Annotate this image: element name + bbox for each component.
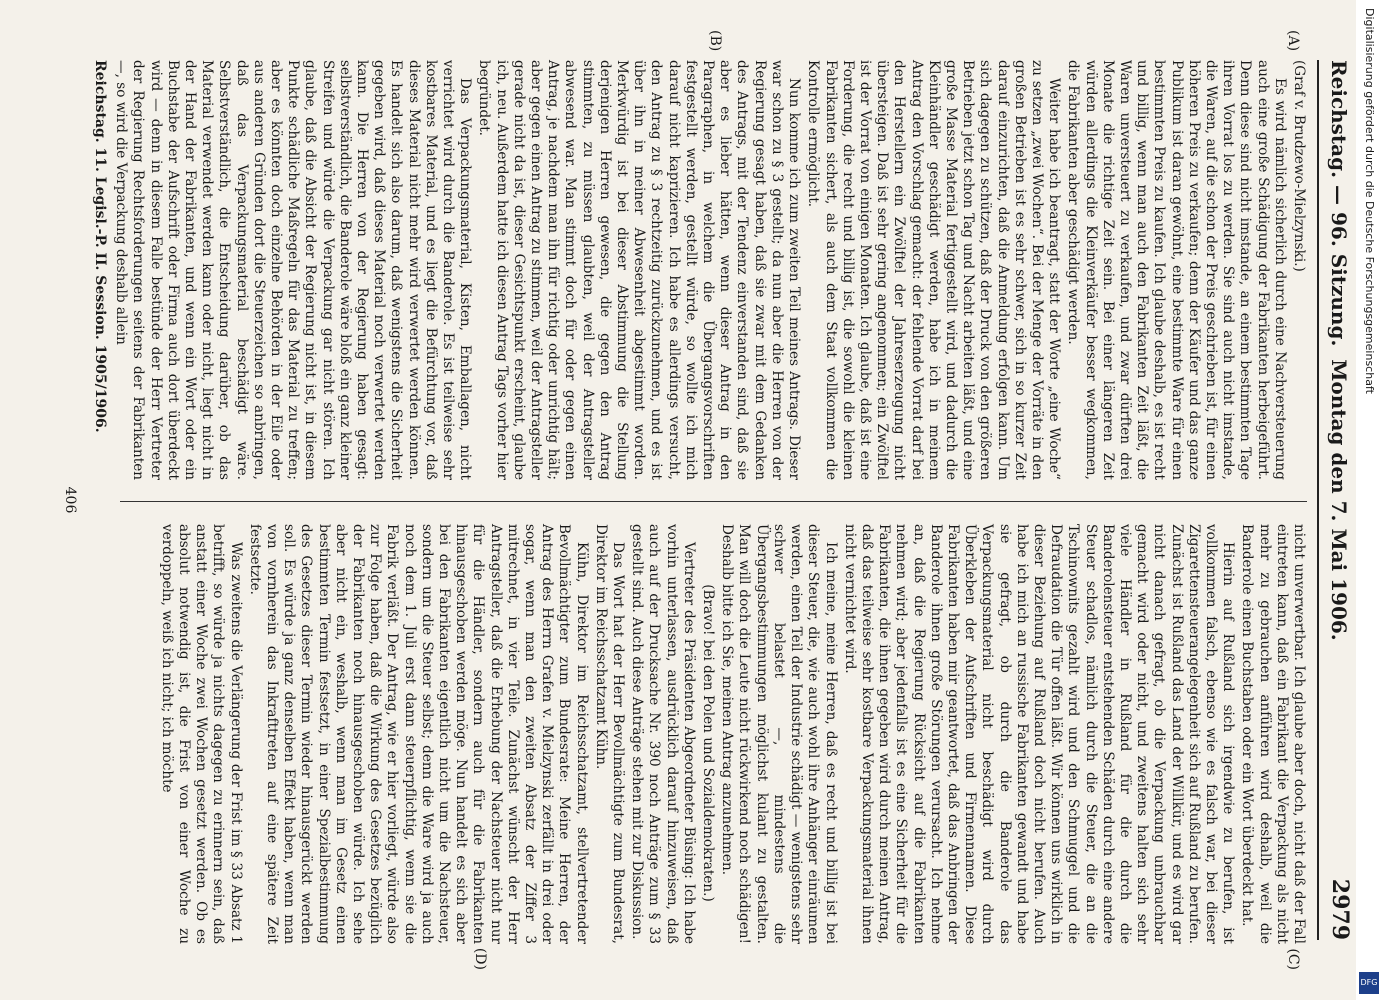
paragraph: Es wird nämlich sicherlich durch eine Nachversteuerung auch eine große Schädigung der Fabrikanten herbeigeführt. Denn diese sind nicht imstande, an einem bestimmten Tage ihren Vorrat los zu werden. Sie sind auch nicht imstande, die Waren, auf die schon der Preis geschrieben ist, für einen höheren Preis zu verkaufen; denn der Käufer und das ganze Publikum ist daran gewöhnt, eine bestimmte Ware für einen bestimmten Preis zu kaufen. Ich glaube deshalb, es ist recht und billig, wenn man auch den Fabrikanten Zeit läßt, die Waren unversteuert zu verkaufen, und zwar dürften drei Monate die richtige Zeit sein. Bei einer längeren Zeit würden allerdings die Kleinverkäufer besser wegkommen, die Fabrikanten aber geschädigt werden. xyxy=(1065,60,1288,480)
column-divider xyxy=(120,501,1307,502)
paragraph: Vertreter des Präsidenten Abgeordneter Büsing: Ich habe vorhin unterlassen, ausdrücklich darauf hinzuweisen, daß auch auf der Drucksache Nr. 390 noch Anträge zum § 33 gestellt sind. Auch diese Anträge stehen mit zur Diskussion. xyxy=(629,524,697,944)
paragraph: Das Wort hat der Herr Bevollmächtigte zum Bundesrat, Direktor im Reichsschatzamt Kühn. xyxy=(592,524,627,944)
header-page-number: 2979 xyxy=(1327,878,1353,940)
paragraph: Weiter habe ich beantragt, statt der Worte „eine Woche“ zu setzen „zwei Wochen“. Bei der Menge der Vorräte in den großen Betrieben ist es sehr schwer, sich in so kurzer Zeit darauf einzurichten, daß die Anmeldung erfolgen kann. Um sich dagegen zu schützen, daß der Druck von den größeren Betrieben jetzt schon Tag und Nacht arbeiten läßt, und eine große Masse Material fertiggestellt wird, und dadurch die Kleinhändler geschädigt werden, habe ich in meinem Antrag den Vorschlag gemacht: der fehlende Vorrat darf bei den Herstellern ein Zwölftel der Jahreserzeugung nicht übersteigen. Daß ist sehr gering angenommen; ein Zwölftel ist der Vorrat von einigen Monaten. Ich glaube, daß ist eine Forderung, die recht und billig ist, die sowohl die kleinen Fabrikanten sichert, als auch dem Staat vollkommen die Kontrolle ermöglicht. xyxy=(805,60,1063,480)
paragraph: Was zweitens die Verlängerung der Frist im § 33 Absatz 1 betrifft, so würde ja nichts dagegen zu erinnern sein, daß anstatt einer Woche zwei Wochen gesetzt werden. Ob es absolut notwendig ist, die Frist von einer Woche zu verdoppeln, weiß ich nicht; ich möchte xyxy=(158,524,244,944)
applause-note: (Bravo! bei den Polen und Sozialdemokraten.) xyxy=(700,584,717,902)
margin-mark-a: (A) xyxy=(1285,30,1301,52)
paragraph: Hierin auf Rußland sich irgendwie zu berufen, ist vollkommen falsch, ebenso wie es falsch war, bei dieser Zigarettensteuerangelegenheit sich auf Rußland zu berufen. Zunächst ist Rußland das Land der Willkür, und es wird gar nicht danach gefragt, ob die Verpackung unbrauchbar gemacht wird oder nicht, und zweitens halten sich sehr viele Händler in Rußland für die durch die Banderolensteuer entstehenden Schäden durch eine andere Steuer schadlos, nämlich durch die Steuer, die an die Tschinownits gezahlt wird und den Schmuggel und die Defraudation die Tür offen läßt. Wir können uns wirklich in dieser Beziehung auf Rußland doch nicht berufen. Auch habe ich mich an russische Fabrikanten gewandt und habe sie gefragt, ob durch die Banderole das Verpackungsmaterial nicht beschädigt wird durch Überkleben der Aufschriften und Firmennamen. Diese Fabrikanten haben mir geantwortet, daß das Anbringen der Banderole ihnen große Störungen verursacht. Ich nehme an, daß die Regierung Rücksicht auf die Fabrikanten nehmen wird; aber jedenfalls ist es eine Sicherheit für die Fabrikanten, die ihnen gegeben wird durch meinen Antrag, daß das teilweise sehr kostbare Verpackungsmaterial ihnen nicht vernichtet wird. xyxy=(841,524,1237,944)
margin-mark-b: (B) xyxy=(707,30,723,52)
credit-strip xyxy=(1356,0,1383,1000)
credit-text: Digitalisierung gefördert durch die Deutsche Forschungsgemeinschaft xyxy=(1363,8,1376,394)
paragraph: Nun komme ich zum zweiten Teil meines Antrags. Dieser war schon zu § 3 gestellt; da nun aber die Herren von der Regierung gesagt haben, daß sie zwar mit dem Gedanken des Antrags, mit der Tendenz einverstanden sind, daß sie aber es lieber hätten, wenn dieser Antrag in den Paragraphen, in welchem die Übergangsvorschriften festgestellt werden, gestellt würde, so wollte ich mich darauf nicht kaprizieren. Ich habe es allerdings versucht, den Antrag zu § 3 rechtzeitig zurückzunehmen, und es ist über ihn in meiner Abwesenheit abgestimmt worden. Merkwürdig ist bei dieser Abstimmung die Stellung derjenigen Herren gewesen, die gegen den Antrag stimmten, zu müssen glaubten, weil der Antragsteller abwesend war. Man stimmt doch für oder gegen einen Antrag, je nachdem man ihn für richtig oder unrichtig hält; aber gegen einen Antrag zu stimmen, weil der Antragsteller gerade nicht da ist, dieser Gesichtspunkt erscheint, glaube ich, neu. Außerdem hatte ich diesen Antrag Tags vorher hier begründet. xyxy=(476,60,803,480)
paragraph: nicht unverwertbar. Ich glaube aber doch, nicht daß der Fall eintreten kann, daß ein Fabrikant die Verpackung als nicht mehr zu gebrauchen anführen wird deshalb, weil die Banderole einen Buchstaben oder ein Wort überdeckt hat. xyxy=(1239,524,1307,944)
paragraph: Das Verpackungsmaterial, Kisten, Emballagen, nicht verrichtet wird durch die Banderole. Es ist teilweise sehr kostbares Material, und es liegt die Befürchtung vor, daß dieses Material nicht mehr wird verwertet werden können. Es handelt sich also darum, daß wenigstens die Sicherheit gegeben wird, daß dieses Material noch verwertet werden kann. Die Herren von der Regierung haben gesagt: selbstverständlich, die Banderole wäre bloß ein ganz kleiner Streifen und würde die Verpackung gar nicht stören. Ich glaube, daß die Absicht der Regierung nicht ist, in diesem Punkte schädliche Maßregeln für das Material zu treffen; aber es könnten doch einzelne Behörden in der Eile oder aus anderen Gründen dort die Steuerzeichen so anbringen, daß das Verpackungsmaterial beschädigt wäre. Selbstverständlich, die Entscheidung darüber, ob das Material verwendet werden kann oder nicht, liegt nicht in der Hand der Fabrikanten, und wenn ein Wort oder ein Buchstabe der Aufschrift oder Firma auch dort überdeckt wird — denn in diesem Falle bestünde der Herr Vertreter der Regierung Rechtsforderungen seitens der Fabrikanten —, so wird die Verpackung deshalb allein xyxy=(113,60,474,480)
footer-page-number: 406 xyxy=(62,486,78,514)
margin-mark-d: (D) xyxy=(472,947,488,970)
page-header xyxy=(1317,60,1359,940)
left-column xyxy=(113,60,1307,480)
paragraph: Kühn, Direktor im Reichsschatzamt, stellvertretender Bevollmächtigter zum Bundesrate: Meine Herren, der Antrag des Herrn Grafen v. Mielzynski zerfällt in drei oder sogar, wenn man den zweiten Absatz der Ziffer 3 mitrechnet, in vier Teile. Zunächst wünscht der Herr Antragsteller, daß die Erhebung der Nachsteuer nicht nur für die Händler, sondern auch für die Fabrikanten hinausgeschoben werden möge. Nun handelt es sich aber bei den Fabrikanten eigentlich nicht um die Nachsteuer, sondern um die Steuer selbst; denn die Ware wird ja auch noch dem 1. Juli erst dann steuerpflichtig, wenn sie die Fabrik verläßt. Der Antrag, wie er hier vorliegt, würde also zur Folge haben, daß die Wirkung des Gesetzes bezüglich der Fabrikanten noch hinausgeschoben würde. Ich sehe aber nicht ein, weshalb, wenn man im Gesetz einen bestimmten Termin festsetzt, in einer Spezialbestimmung des Gesetzes dieser Termin wieder hinausgerückt werden soll. Es würde ja ganz denselben Effekt haben, wenn man von vornherein das Inkrafttreten auf eine spätere Zeit festsetzte. xyxy=(246,524,590,944)
margin-mark-c: (C) xyxy=(1285,948,1301,970)
header-date: Montag den 7. Mai 1906. xyxy=(1327,359,1351,641)
header-left: Reichstag. — 96. Sitzung. xyxy=(1327,60,1351,347)
paragraph: Ich meine, meine Herren, daß es recht und billig ist bei dieser Steuer, die, wie auch wohl ihre Anhänger einräumen werden, einen Teil der Industrie schädigt — wenigstens sehr schwer belastet —, mindestens die Übergangsbestimmungen möglichst kulant zu gestalten. Man will doch die Leute nicht rückwirkend noch schädigen! Deshalb bitte ich Sie, meinen Antrag anzunehmen. xyxy=(719,524,839,944)
footer-session: Reichstag. 11. Legisl.-P. II. Session. 1905/1906. xyxy=(92,60,108,433)
right-column xyxy=(120,524,1307,944)
speaker-label: (Graf v. Brudzewo-Mielzynski.) xyxy=(1291,60,1307,272)
dfg-logo: DFG xyxy=(1359,972,1379,994)
